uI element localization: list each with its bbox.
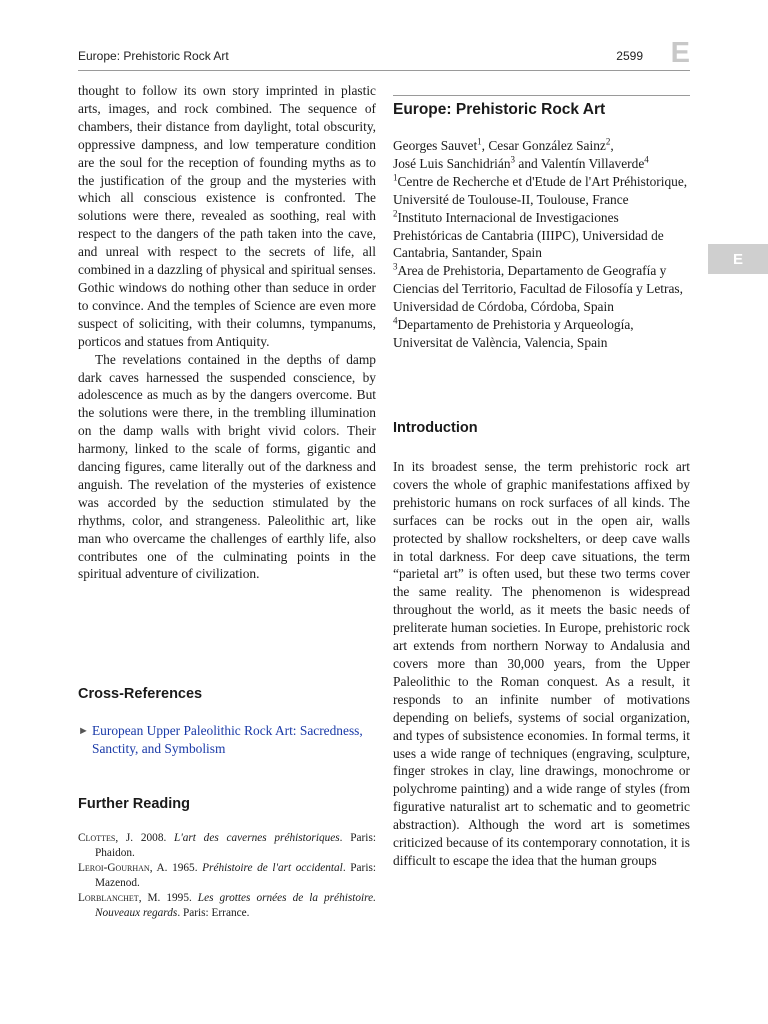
thumb-index-tab: E — [708, 244, 768, 274]
author-block — [393, 137, 690, 352]
author-separator: and — [515, 155, 541, 171]
reference-list — [78, 831, 376, 922]
section-letter: E — [670, 37, 690, 69]
cross-reference-label: European Upper Paleolithic Rock Art: Sacredness, Sanctity, and Symbolism — [92, 723, 363, 756]
running-head-title: Europe: Prehistoric Rock Art — [78, 49, 229, 63]
affiliation-mark: 4 — [644, 154, 649, 165]
cross-reference-link[interactable] — [78, 722, 376, 758]
author-name: Georges Sauvet — [393, 138, 478, 153]
affiliation — [393, 173, 690, 209]
affiliation — [393, 209, 690, 263]
affiliation-mark: 1 — [477, 136, 482, 147]
page-number: 2599 — [616, 49, 643, 63]
reference-detail: , M. 1995. — [138, 892, 198, 905]
further-reading-heading: Further Reading — [78, 796, 190, 812]
reference-publisher: . Paris: Errance. — [177, 906, 250, 919]
affiliation — [393, 262, 690, 316]
body-paragraph: thought to follow its own story imprinted in plastic arts, images, and rock combined. The sequence of chambers, their distance from daylight, total obscurity, oppressive dampness, and low temperature condition are the soul for the reception of founding myths as to the justification of the group and the mysteries with which all conscious existence is confronted. The solutions were there, revealed as soothing, real with respect to the dangers of the path taken into the cave, and unreal with respect to the secrets of life, all combined in a dazzling of physical and spiritual senses. Gothic windows do nothing other than seduce in order to convince. And the temples of Science are even more suspect of soliciting, with their columns, tympanums, porticos and statues from Antiquity. — [78, 83, 376, 349]
reference-item — [78, 861, 376, 890]
affiliation-text: Instituto Internacional de Investigaciones Prehistóricas de Cantabria (IIIPC), Universidad de Cantabria, Santander, Spain — [393, 209, 664, 261]
cross-references-heading: Cross-References — [78, 686, 203, 702]
article-title: Europe: Prehistoric Rock Art — [393, 101, 606, 118]
running-head — [78, 37, 690, 69]
affiliation-mark: 2 — [605, 136, 611, 147]
affiliation-text: Departamento de Prehistoria y Arqueología, Universitat de València, Valencia, Spain — [393, 317, 634, 350]
reference-author: Lorblanchet — [78, 892, 139, 905]
affiliation-mark: 3 — [510, 154, 516, 165]
body-paragraph: The revelations contained in the depths of damp dark caves harnessed the suspended conscience, by adolescence as much as by the dangers overcome. But the solutions were there, in the trembling illumination on the damp walls with bright vivid colors. Their harmony, linked to the scale of forms, gigantic and dancing figures, came literally out of the darkness and anguish. The revelation of the mysteries of existence was accorded by the seduction stimulated by the rhythms, color, and strangeness. Paleolithic art, like man who overcame the challenges of earthly life, also contributes one of the culminating points in the spiritual adventure of civilization. — [78, 351, 376, 582]
reference-detail: , J. 2008. — [115, 832, 175, 844]
reference-item — [78, 891, 376, 920]
affiliation-mark: 4 — [393, 315, 398, 326]
author-name: Valentín Villaverde — [540, 155, 645, 171]
introduction-paragraph: In its broadest sense, the term prehistoric rock art covers the whole of graphic manifestations affixed by prehistoric humans on rock surfaces of all kinds. The surfaces can be rocks out in the open air, walls protected by shallow rockshelters, or deep cave walls in total darkness. For deep cave situations, the term “parietal art” is often used, but these two terms cover the same reality. The phenomenon is widespread throughout the world, as it meets the basic needs of preliterate human societies. In Europe, prehistoric rock art extends from northern Norway to Andalusia and covers more than 30,000 years, from the Upper Paleolithic to the Roman conquest. As a result, it responds to an infinite number of motivations depending on beliefs, systems of social organization, and types of subsistence economies. In formal terms, it uses a wide range of techniques (engraving, sculpture, finger strokes in clay, line drawings, monochrome or polychrome painting) and a wide range of styles (from figurative naturalist art to schematic and to geometric abstraction). Although the word art is sometimes criticized because of its contemporary connotation, it is difficult to escape the idea that the human groups — [393, 459, 690, 868]
header-divider — [78, 70, 690, 71]
introduction-heading: Introduction — [393, 420, 478, 436]
reference-publisher: . Paris: Phaidon. — [95, 832, 376, 859]
affiliation-text: Centre de Recherche et d'Etude de l'Art Préhistorique, Université de Toulouse-II, Toulouse, France — [393, 173, 688, 207]
author-list — [393, 137, 690, 173]
affiliation-mark: 2 — [393, 208, 398, 219]
affiliation — [393, 316, 690, 352]
reference-author: Clottes — [78, 832, 116, 844]
article-title-rule — [393, 95, 690, 96]
reference-title: L'art des cavernes préhistoriques — [174, 832, 340, 844]
affiliation-mark: 1 — [393, 172, 398, 183]
author-name: José Luis Sanchidrián — [393, 155, 511, 171]
introduction-section — [393, 458, 690, 870]
link-arrow-icon: ► — [78, 725, 89, 737]
reference-item — [78, 831, 376, 860]
author-name: Cesar González Sainz — [488, 138, 606, 153]
author-separator: , — [610, 138, 614, 153]
cross-reference-list — [78, 722, 376, 758]
reference-detail: , A. 1965. — [149, 862, 203, 875]
reference-author: Leroi-Gourhan — [78, 862, 150, 875]
author-separator: , — [481, 138, 489, 153]
reference-title: Préhistoire de l'art occidental — [202, 862, 343, 875]
reference-publisher: . Paris: Mazenod. — [95, 862, 376, 889]
affiliation-mark: 3 — [393, 261, 398, 272]
left-column-text — [78, 82, 376, 583]
affiliation-text: Area de Prehistoria, Departamento de Geografía y Ciencias del Territorio, Facultad de Filosofía y Letras, Universidad de Córdoba, Córdoba, Spain — [393, 263, 683, 315]
reference-title: Les grottes ornées de la préhistoire. Nouveaux regards — [95, 892, 376, 919]
